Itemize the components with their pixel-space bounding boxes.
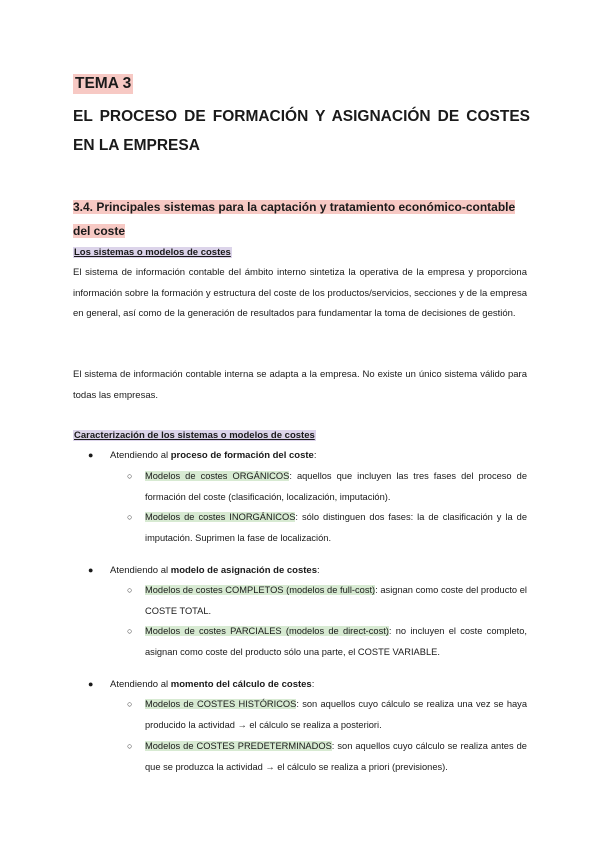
- bullet-dot-icon: ●: [88, 679, 94, 689]
- page-title: EL PROCESO DE FORMACIÓN Y ASIGNACIÓN DE COSTES EN LA EMPRESA: [73, 108, 530, 154]
- list-item: ○ Modelos de costes PARCIALES (modelos de direct-cost): no incluyen el coste completo, asignan como coste del producto sólo una parte, el COSTE VARIABLE.: [127, 621, 527, 663]
- bullet-dot-icon: ●: [88, 450, 94, 460]
- term-highlight: Modelos de costes PARCIALES (modelos de direct-cost): [145, 626, 389, 636]
- list-item: ○ Modelos de costes ORGÁNICOS: aquellos que incluyen las tres fases del proceso de formación del coste (clasificación, localización, imputación).: [127, 466, 527, 508]
- systems-subheading: [73, 245, 232, 261]
- bullet-circle-icon: ○: [127, 471, 133, 481]
- list-item: ● Atendiendo al momento del cálculo de costes:: [88, 676, 314, 693]
- section-heading: [73, 195, 527, 243]
- bullet-circle-icon: ○: [127, 741, 133, 751]
- list-item: ○ Modelos de costes COMPLETOS (modelos de full-cost): asignan como coste del producto el COSTE TOTAL.: [127, 580, 527, 622]
- systems-paragraph-2: El sistema de información contable interna se adapta a la empresa. No existe un único sistema válido para todas las empresas.: [73, 369, 527, 401]
- term-highlight: Modelos de costes COMPLETOS (modelos de full-cost): [145, 585, 376, 595]
- list-item: ○ Modelos de COSTES HISTÓRICOS: son aquellos cuyo cálculo se realiza una vez se haya producido la actividad → el cálculo se realiza a posteriori.: [127, 694, 527, 736]
- list-item: ● Atendiendo al proceso de formación del coste:: [88, 447, 316, 464]
- bullet-circle-icon: ○: [127, 699, 133, 709]
- characterization-subheading: [73, 428, 316, 444]
- characterization-subheading-text: Caracterización de los sistemas o modelos de costes: [74, 430, 315, 441]
- term-highlight: Modelos de costes INORGÁNICOS: [145, 512, 296, 522]
- list-item: ● Atendiendo al modelo de asignación de costes:: [88, 562, 320, 579]
- systems-subheading-text: Los sistemas o modelos de costes: [74, 247, 231, 258]
- term-highlight: Modelos de COSTES HISTÓRICOS: [145, 699, 297, 709]
- bullet-circle-icon: ○: [127, 585, 133, 595]
- section-heading-text: 3.4. Principales sistemas para la captación y tratamiento económico-contable del coste: [73, 200, 516, 238]
- bullet-circle-icon: ○: [127, 626, 133, 636]
- systems-paragraph-1: El sistema de información contable del ámbito interno sintetiza la operativa de la empresa y proporciona información sobre la formación y estructura del coste de los productos/servicios, secciones y de la empresa en general, así como de la generación de resultados para fundamentar la toma de decisiones de gestión.: [73, 267, 527, 320]
- bullet-circle-icon: ○: [127, 512, 133, 522]
- bullet-dot-icon: ●: [88, 565, 94, 575]
- list-item: ○ Modelos de costes INORGÁNICOS: sólo distinguen dos fases: la de clasificación y la de imputación. Suprimen la fase de localización.: [127, 507, 527, 549]
- term-highlight: Modelos de COSTES PREDETERMINADOS: [145, 741, 332, 751]
- tema-label: TEMA 3: [75, 75, 132, 92]
- list-item: ○ Modelos de COSTES PREDETERMINADOS: son aquellos cuyo cálculo se realiza antes de que se produzca la actividad → el cálculo se realiza a priori (previsiones).: [127, 736, 527, 778]
- term-highlight: Modelos de costes ORGÁNICOS: [145, 471, 290, 481]
